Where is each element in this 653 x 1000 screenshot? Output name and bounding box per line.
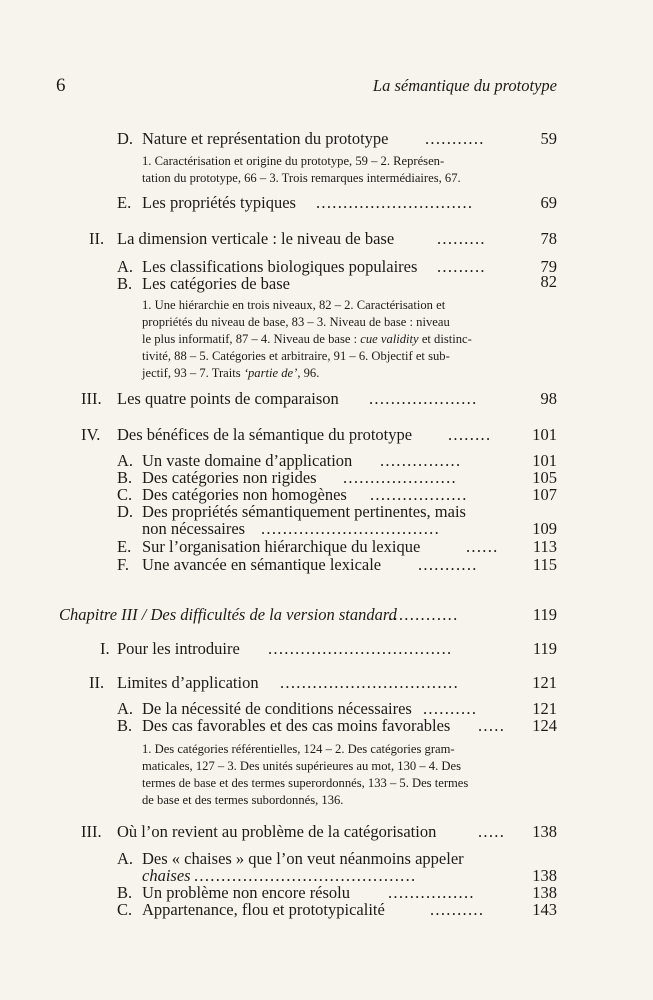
toc-entry-label: E. (117, 537, 132, 556)
toc-subentries: propriétés du niveau de base, 83 – 3. Niveau de base : niveau (142, 315, 450, 329)
toc-subentries: 1. Une hiérarchie en trois niveaux, 82 – 2. Caractérisation et (142, 298, 446, 312)
toc-page-number: 124 (532, 716, 557, 735)
toc-page-number: 78 (540, 229, 557, 248)
toc-page-number: 69 (540, 193, 557, 212)
toc-subentries: 1. Caractérisation et origine du prototype, 59 – 2. Représen- (142, 154, 445, 168)
toc-page-number: 138 (532, 822, 557, 841)
toc-page-number: 59 (540, 129, 557, 148)
toc-section-label: II. (89, 673, 105, 692)
toc-entry-title-cont: non nécessaires (142, 519, 246, 538)
leader-dots: ......................................... (194, 866, 417, 885)
toc-subentries: de base et des termes subordonnés, 136. (142, 793, 344, 807)
toc-entry-title: Des catégories non homogènes (142, 485, 347, 504)
toc-entry-title: Les propriétés typiques (142, 193, 296, 212)
toc-subentries: le plus informatif, 87 – 4. Niveau de base : cue validity et distinc- (142, 332, 472, 346)
toc-page-number: 101 (532, 451, 557, 470)
chapter-title: Chapitre III / Des difficultés de la version standard (59, 605, 397, 624)
toc-entry-title: Un vaste domaine d’application (142, 451, 353, 470)
toc-subentries: jectif, 93 – 7. Traits ‘partie de’, 96. (142, 366, 320, 380)
toc-entry-title: Les catégories de base (142, 274, 290, 293)
toc-entry-label: D. (117, 129, 134, 148)
toc-page-number: 115 (532, 555, 557, 574)
toc-section-label: III. (81, 389, 102, 408)
toc-subentries: 1. Des catégories référentielles, 124 – 2. Des catégories gram- (142, 742, 455, 756)
toc-entry-label: C. (117, 900, 133, 919)
page-number: 6 (56, 75, 66, 96)
leader-dots: ................................. (261, 519, 441, 538)
toc-entry-label: F. (117, 555, 129, 574)
toc-entry-label: B. (117, 468, 133, 487)
toc-entry-label: A. (117, 699, 134, 718)
toc-section-label: III. (81, 822, 102, 841)
toc-entry-label: B. (117, 716, 133, 735)
toc-entry-label: B. (117, 274, 133, 293)
leader-dots: ........ (448, 425, 492, 444)
toc-page-number: 101 (532, 425, 557, 444)
toc-entry-title-cont: chaises (142, 866, 191, 885)
toc-page-number: 79 (540, 257, 557, 276)
toc-page-number: 143 (532, 900, 557, 919)
leader-dots: .................. (370, 485, 468, 504)
toc-entry-title: Des propriétés sémantiquement pertinentes, mais (142, 502, 466, 521)
toc-section-label: IV. (81, 425, 101, 444)
leader-dots: ............................. (316, 193, 474, 212)
toc-page-number: 121 (532, 673, 557, 692)
toc-page-number: 105 (532, 468, 557, 487)
leader-dots: ..... (478, 822, 506, 841)
leader-dots: ................ (388, 883, 475, 902)
toc-section-title: Pour les introduire (117, 639, 240, 658)
toc-entry-label: D. (117, 502, 134, 521)
leader-dots: ..................... (343, 468, 457, 487)
toc-entry-title: Des « chaises » que l’on veut néanmoins appeler (142, 849, 464, 868)
toc-page-number: 98 (540, 389, 557, 408)
toc-subentries: maticales, 127 – 3. Des unités supérieures au mot, 130 – 4. Des (142, 759, 461, 773)
toc-page-number: 138 (532, 883, 557, 902)
toc-section-label: II. (89, 229, 105, 248)
toc-section-title: Limites d’application (117, 673, 259, 692)
leader-dots: .......... (430, 900, 485, 919)
toc-entry-label: A. (117, 257, 134, 276)
toc-entry-title: Sur l’organisation hiérarchique du lexique (142, 537, 421, 556)
running-title: La sémantique du prototype (372, 76, 557, 95)
toc-entry-title: Une avancée en sémantique lexicale (142, 555, 382, 574)
toc-page-number: 113 (532, 537, 557, 556)
toc-page-number: 119 (532, 639, 557, 658)
toc-entry-title: Un problème non encore résolu (142, 883, 351, 902)
toc-page-number: 82 (540, 272, 557, 291)
toc-section-title: Où l’on revient au problème de la catégorisation (117, 822, 437, 841)
toc-section-title: La dimension verticale : le niveau de base (117, 229, 395, 248)
toc-section-title: Les quatre points de comparaison (117, 389, 339, 408)
leader-dots: ............. (388, 605, 459, 624)
toc-entry-title: Nature et représentation du prototype (142, 129, 389, 148)
toc-subentries: tivité, 88 – 5. Catégories et arbitraire, 91 – 6. Objectif et sub- (142, 349, 450, 363)
toc-entry-title: Des catégories non rigides (142, 468, 317, 487)
toc-section-title: Des bénéfices de la sémantique du prototype (117, 425, 413, 444)
toc-entry-title: Les classifications biologiques populaires (142, 257, 418, 276)
toc-page-number: 138 (532, 866, 557, 885)
toc-entry-title: De la nécessité de conditions nécessaires (142, 699, 412, 718)
toc-page-number: 109 (532, 519, 557, 538)
toc-entry-label: A. (117, 451, 134, 470)
toc-section-label: I. (100, 639, 110, 658)
toc-entry-label: A. (117, 849, 134, 868)
toc-entry-title: Appartenance, flou et prototypicalité (142, 900, 385, 919)
toc-subentries: tation du prototype, 66 – 3. Trois remarques intermédiaires, 67. (142, 171, 461, 185)
toc-entry-label: C. (117, 485, 133, 504)
toc-subentries: termes de base et des termes superordonnés, 133 – 5. Des termes (142, 776, 469, 790)
toc-entry-title: Des cas favorables et des cas moins favorables (142, 716, 451, 735)
leader-dots: ........... (425, 129, 485, 148)
leader-dots: ........... (418, 555, 478, 574)
toc-entry-label: B. (117, 883, 133, 902)
leader-dots: ................................. (280, 673, 460, 692)
leader-dots: ......... (437, 229, 486, 248)
leader-dots: ............... (380, 451, 462, 470)
leader-dots: .......... (423, 699, 478, 718)
leader-dots: ......... (437, 257, 486, 276)
toc-page-number: 107 (532, 485, 557, 504)
toc-entry-label: E. (117, 193, 132, 212)
leader-dots: .................................. (268, 639, 453, 658)
leader-dots: .................... (369, 389, 478, 408)
leader-dots: ..... (478, 716, 506, 735)
toc-page-number: 119 (532, 605, 557, 624)
toc-page-number: 121 (532, 699, 557, 718)
leader-dots: ...... (466, 537, 499, 556)
